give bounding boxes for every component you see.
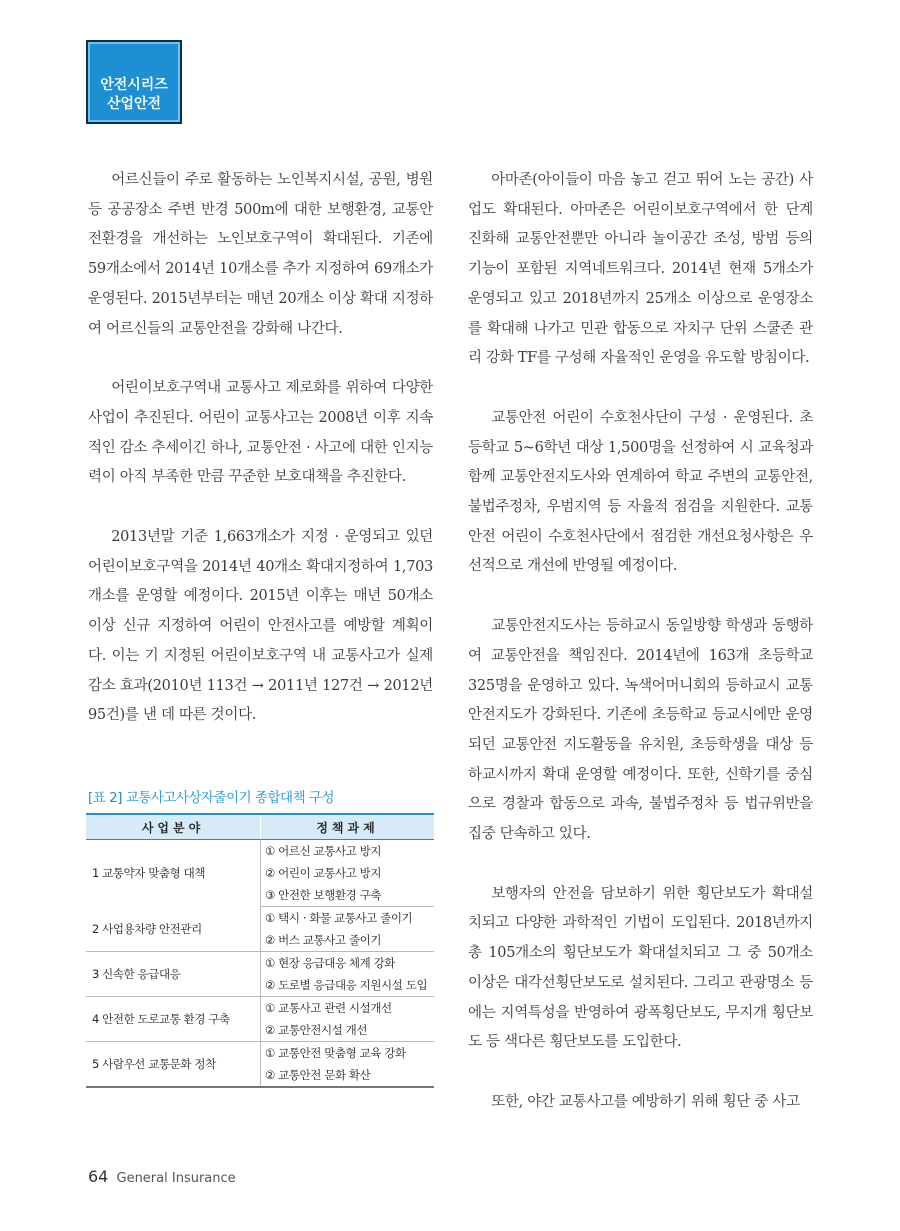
publication-name: General Insurance — [116, 1171, 236, 1186]
paragraph: 교통안전 어린이 수호천사단이 구성 · 운영된다. 초등학교 5~6학년 대상 1,500명을 선정하여 시 교육청과 함께 교통안전지도사와 연계하여 학교 주변의 교통안전, 불법주정차, 우범지역 등 자율적 점검을 지원한다. 교통안전 어린이 수호천사단에서 점검한 개선요청사항은 우선적으로 개선에 반영될 예정이다. — [468, 409, 813, 575]
series-badge — [86, 40, 182, 124]
category-cell: 1 교통약자 맞춤형 대책 — [86, 840, 261, 907]
paragraph: 아마존(아이들이 마음 놓고 걷고 뛰어 노는 공간) 사업도 확대된다. 아마존은 어린이보호구역에서 한 단계 진화해 교통안전뿐만 아니라 놀이공간 조성, 방범 등의 기능이 포함된 지역네트워크다. 2014년 현재 5개소가 운영되고 있고 2018년까지 25개소 이상으로 운영장소를 확대해 나가고 민관 합동으로 자치구 단위 스쿨존 관리 강화 TF를 구성해 자율적인 운영을 유도할 방침이다. — [468, 172, 813, 367]
left-column — [88, 166, 433, 761]
table-row — [86, 907, 434, 930]
right-column — [468, 166, 813, 1148]
policy-table — [86, 813, 434, 1088]
task-cell: ③ 안전한 보행환경 구축 — [261, 884, 435, 907]
task-cell: ① 어르신 교통사고 방지 — [265, 844, 382, 858]
category-cell: 3 신속한 응급대응 — [86, 952, 261, 997]
table-title: [표 2] 교통사고사상자줄이기 종합대책 구성 — [88, 790, 334, 806]
task-cell: ① 현장 응급대응 체계 강화 — [265, 956, 396, 970]
paragraph: 교통안전지도사는 등하교시 동일방향 학생과 동행하여 교통안전을 책임진다. 2014년에 163개 초등학교 325명을 운영하고 있다. 녹색어머니회의 등하교시 교통안전지도가 강화된다. 기존에 초등학교 등교시에만 운영되던 교통안전 지도활동을 유치원, 초등학생을 대상 등하교시까지 확대 운영할 예정이다. 또한, 신학기를 중심으로 경찰과 합동으로 과속, 불법주정차 등 법규위반을 집중 단속하고 있다. — [468, 618, 813, 843]
page-number: 64 — [88, 1167, 109, 1186]
category-cell: 2 사업용차량 안전관리 — [86, 907, 261, 952]
paragraph: 2013년말 기준 1,663개소가 지정 · 운영되고 있던 어린이보호구역을 2014년 40개소 확대지정하여 1,703개소를 운영할 예정이다. 2015년 이후는 매년 50개소 이상 신규 지정하여 어린이 안전사고를 예방할 계획이다. 이는 기 지정된 어린이보호구역 내 교통사고가 실제 감소 효과(2010년 113건 → 2011년 127건 → 2012년 95건)를 낸 데 따른 것이다. — [88, 529, 433, 724]
task-cell: ① 택시 · 화물 교통사고 줄이기 — [265, 911, 413, 925]
task-cell: ② 버스 교통사고 줄이기 — [261, 929, 435, 952]
task-cell: ① 교통사고 관련 시설개선 — [265, 1001, 392, 1015]
badge-line2: 산업안전 — [106, 96, 162, 112]
table-header-row — [86, 814, 434, 840]
task-cell: ② 교통안전 문화 확산 — [261, 1064, 435, 1087]
page-footer — [88, 1167, 236, 1186]
header-category: 사업분야 — [86, 814, 261, 840]
task-cell: ① 교통안전 맞춤형 교육 강화 — [265, 1046, 406, 1060]
paragraph: 어린이보호구역내 교통사고 제로화를 위하여 다양한 사업이 추진된다. 어린이 교통사고는 2008년 이후 지속적인 감소 추세이긴 하나, 교통안전 · 사고에 대한 인지능력이 아직 부족한 만큼 꾸준한 보호대책을 추진한다. — [88, 380, 433, 486]
badge-line1: 안전시리즈 — [100, 77, 168, 93]
header-task: 정책과제 — [261, 814, 435, 840]
table-row — [86, 840, 434, 863]
paragraph: 보행자의 안전을 담보하기 위한 횡단보도가 확대설치되고 다양한 과학적인 기법이 도입된다. 2018년까지 총 105개소의 횡단보도가 확대설치되고 그 중 50개소 이상은 대각선횡단보도로 설치된다. 그리고 관광명소 등에는 지역특성을 반영하여 광폭횡단보도, 무지개 횡단보도 등 색다른 횡단보도를 도입한다. — [468, 885, 813, 1051]
table-row — [86, 952, 434, 975]
table-row — [86, 997, 434, 1020]
category-cell: 5 사람우선 교통문화 정착 — [86, 1042, 261, 1088]
paragraph: 또한, 야간 교통사고를 예방하기 위해 횡단 중 사고 — [491, 1093, 800, 1110]
category-cell: 4 안전한 도로교통 환경 구축 — [86, 997, 261, 1042]
task-cell: ② 도로별 응급대응 지원시설 도입 — [261, 974, 435, 997]
task-cell: ② 어린이 교통사고 방지 — [265, 866, 382, 880]
task-cell: ② 교통안전시설 개선 — [261, 1019, 435, 1042]
table-row — [86, 1042, 434, 1065]
paragraph: 어르신들이 주로 활동하는 노인복지시설, 공원, 병원 등 공공장소 주변 반경 500m에 대한 보행환경, 교통안전환경을 개선하는 노인보호구역이 확대된다. 기존에 59개소에서 2014년 10개소를 추가 지정하여 69개소가 운영된다. 2015년부터는 매년 20개소 이상 확대 지정하여 어르신들의 교통안전을 강화해 나간다. — [88, 172, 433, 337]
